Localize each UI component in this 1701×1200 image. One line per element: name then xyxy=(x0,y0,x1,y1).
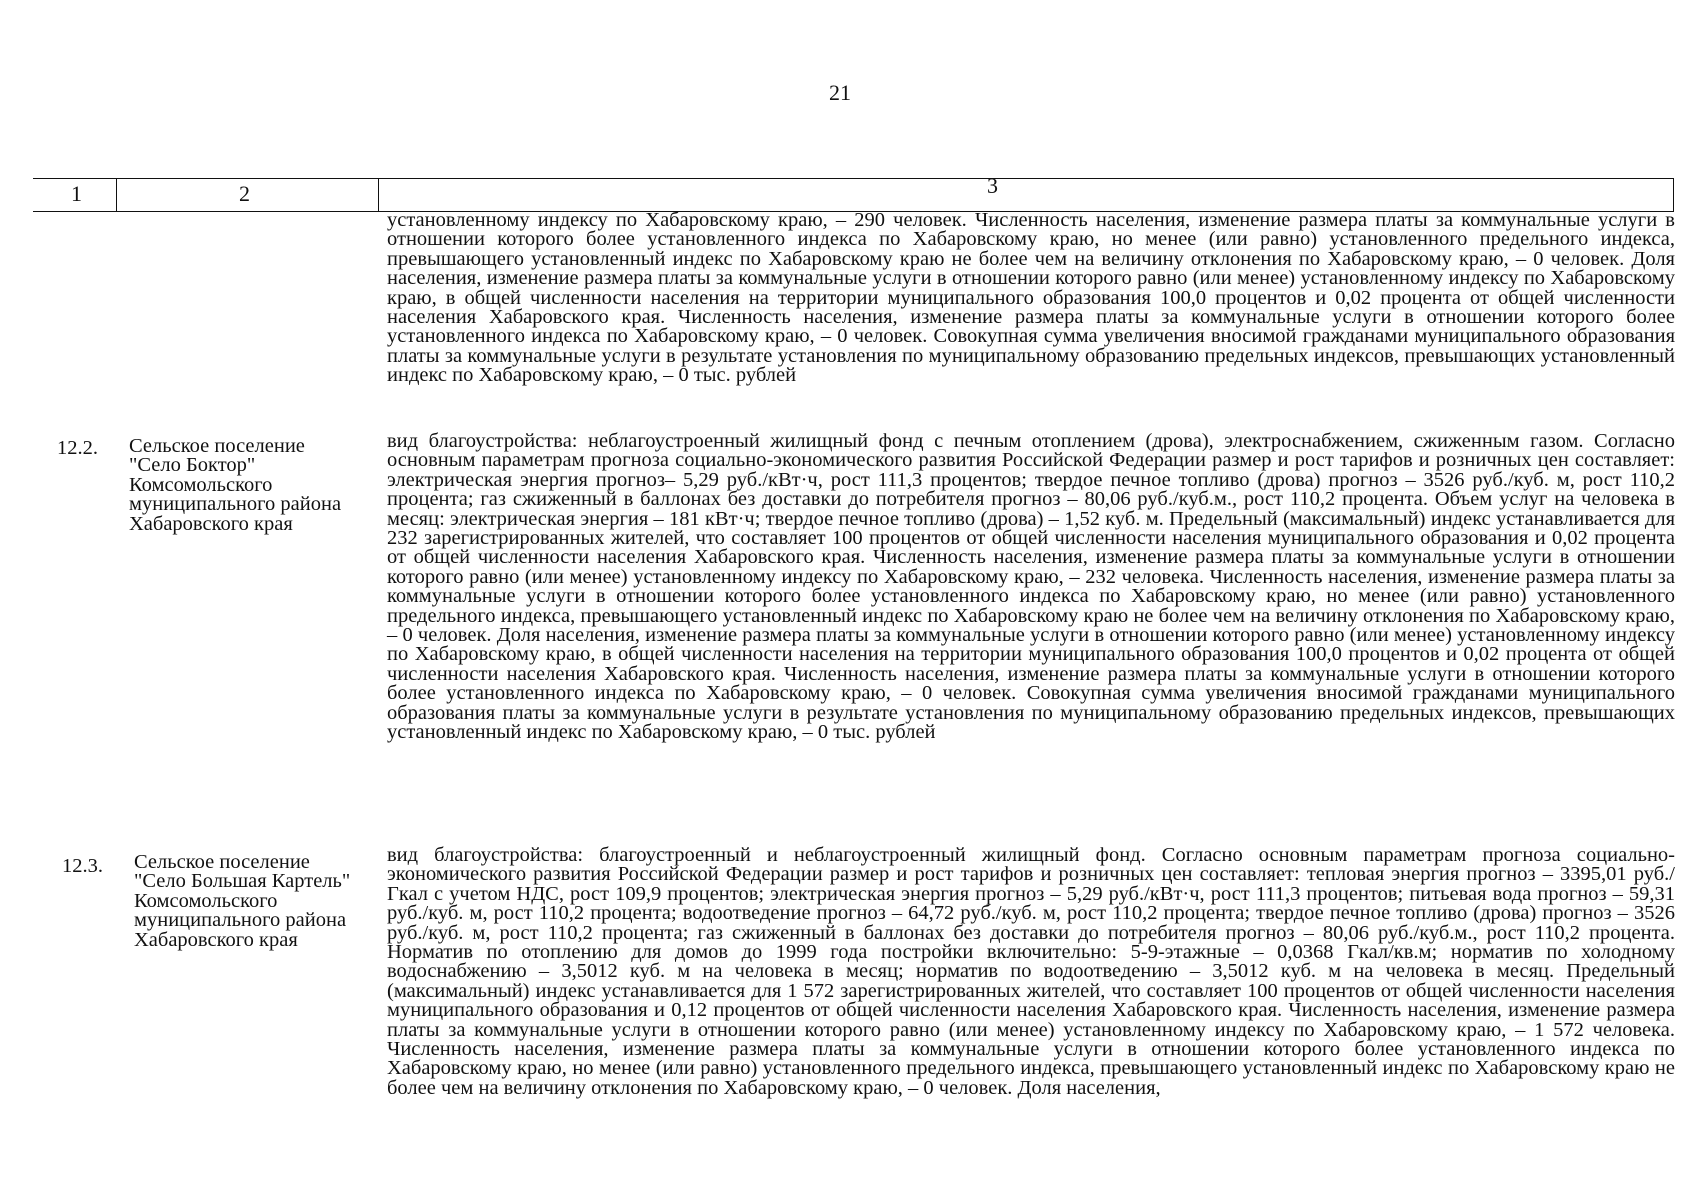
header-cell-3 xyxy=(379,173,1674,211)
row-number-12-3: 12.3. xyxy=(62,855,103,877)
continuation-text: установленному индексу по Хабаровскому краю, – 290 человек. Численность населения, изменение размера платы за коммунальные услуги в отношении которого более установленного индекса по Хабаровскому краю, но менее (или равно) установленного предельного индекса, превышающего установленный индекс по Хабаровскому краю не более чем на величину отклонения по Хабаровскому краю, – 0 человек. Доля населения, изменение размера платы за коммунальные услуги в отношении которого равно (или менее) установленному индексу по Хабаровскому краю, в общей численности населения на территории муниципального образования 100,0 процентов и 0,02 процента от общей численности населения Хабаровского края. Численность населения, изменение размера платы за коммунальные услуги в отношении которого более установленного индекса по Хабаровскому краю, – 0 человек. Совокупная сумма увеличения вносимой гражданами муниципального образования платы за коммунальные услуги в результате установления по муниципальному образованию предельных индексов, превышающих установленный индекс по Хабаровскому краю, – 0 тыс. рублей xyxy=(387,209,1675,387)
table-header-row xyxy=(33,173,1674,212)
row-name-12-3: Сельское поселение "Село Большая Картель" Комсомольского муниципального района Хабаровского края xyxy=(134,851,351,951)
header-label-3: 3 xyxy=(987,173,998,198)
header-label-1: 1 xyxy=(71,181,82,206)
row-number-12-2: 12.2. xyxy=(57,437,98,459)
row-text-12-2: вид благоустройства: неблагоустроенный жилищный фонд с печным отоплением (дрова), электроснабжением, сжиженным газом. Согласно основным параметрам прогноза социально-экономического развития Российской Федерации размер и рост тарифов и розничных цен составляет: электрическая энергия прогноз– 5,29 руб./кВт·ч, рост 111,3 процентов; твердое печное топливо (дрова) прогноз – 3526 руб./куб. м, рост 110,2 процента; газ сжиженный в баллонах без доставки до потребителя прогноз – 80,06 руб./куб.м., рост 110,2 процента. Объем услуг на человека в месяц: электрическая энергия – 181 кВт·ч; твердое печное топливо (дрова) – 1,52 куб. м. Предельный (максимальный) индекс устанавливается для 232 зарегистрированных жителей, что составляет 100 процентов от общей численности населения муниципального образования и 0,02 процента от общей численности населения Хабаровского края. Численность населения, изменение размера платы за коммунальные услуги в отношении которого равно (или менее) установленному индексу по Хабаровскому краю, – 232 человека. Численность населения, изменение размера платы за коммунальные услуги в отношении которого более установленного индекса по Хабаровскому краю, но менее (или равно) установленного предельного индекса, превышающего установленный индекс по Хабаровскому краю не более чем на величину отклонения по Хабаровскому краю, – 0 человек. Доля населения, изменение размера платы за коммунальные услуги в отношении которого равно (или менее) установленному индексу по Хабаровскому краю, в общей численности населения на территории муниципального образования 100,0 процентов и 0,02 процента от общей численности населения Хабаровского края. Численность населения, изменение размера платы за коммунальные услуги в отношении которого более установленного индекса по Хабаровскому краю, – 0 человек. Совокупная сумма увеличения вносимой гражданами муниципального образования платы за коммунальные услуги в результате установления по муниципальному образованию предельных индексов, превышающих установленный индекс по Хабаровскому краю, – 0 тыс. рублей xyxy=(387,430,1675,744)
row-text-12-3: вид благоустройства: благоустроенный и неблагоустроенный жилищный фонд. Согласно основным параметрам прогноза социально-экономического развития Российской Федерации размер и рост тарифов и розничных цен составляет: тепловая энергия прогноз – 3395,01 руб./Гкал с учетом НДС, рост 109,9 процентов; электрическая энергия прогноз – 5,29 руб./кВт·ч, рост 111,3 процентов; питьевая вода прогноз – 59,31 руб./куб. м, рост 110,2 процента; водоотведение прогноз – 64,72 руб./куб. м, рост 110,2 процента; твердое печное топливо (дрова) прогноз – 3526 руб./куб. м, рост 110,2 процента; газ сжиженный в баллонах без доставки до потребителя прогноз – 80,06 руб./куб.м., рост 110,2 процента. Норматив по отоплению для домов до 1999 года постройки включительно: 5-9-этажные – 0,0368 Гкал/кв.м; норматив по холодному водоснабжению – 3,5012 куб. м на человека в месяц; норматив по водоотведению – 3,5012 куб. м на человека в месяц. Предельный (максимальный) индекс устанавливается для 1 572 зарегистрированных жителей, что составляет 100 процентов от общей численности населения муниципального образования и 0,12 процентов от общей численности населения Хабаровского края. Численность населения, изменение размера платы за коммунальные услуги в отношении которого равно (или менее) установленному индексу по Хабаровскому краю, – 1 572 человека. Численность населения, изменение размера платы за коммунальные услуги в отношении которого более установленного индекса по Хабаровскому краю, но менее (или равно) установленного предельного индекса, превышающего установленный индекс по Хабаровскому краю не более чем на величину отклонения по Хабаровскому краю, – 0 человек. Доля населения, xyxy=(387,844,1675,1099)
header-cell-1 xyxy=(33,179,117,211)
row-name-12-2: Сельское поселение "Село Боктор" Комсомольского муниципального района Хабаровского края xyxy=(129,435,342,535)
page-number: 21 xyxy=(829,80,851,105)
header-label-2: 2 xyxy=(239,181,250,206)
header-cell-2 xyxy=(117,179,379,211)
